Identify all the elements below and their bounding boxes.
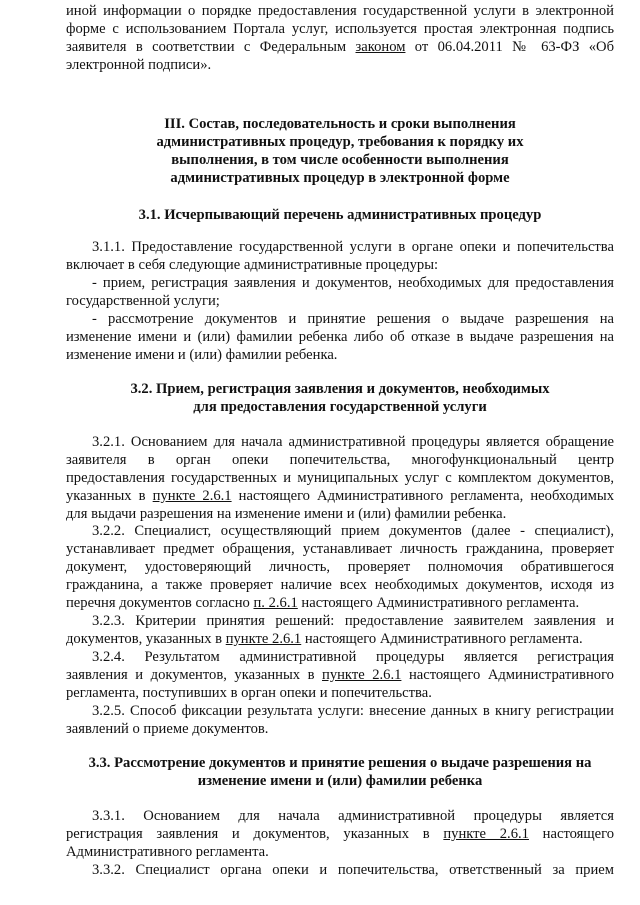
clause-2-6-1-link[interactable]: пункте 2.6.1 (152, 488, 232, 504)
section-3-2-heading-line-2: для предоставления государственной услуги (193, 399, 487, 415)
s32-line-5: для выдачи разрешения на изменение имени и (или) фамилии ребенка. (66, 506, 507, 522)
s31-line-1: 3.1.1. Предоставление государственной услуги в органе опеки и попечительства (92, 239, 614, 255)
s33-line-1: 3.3.1. Основанием для начала административной процедуры является (92, 808, 614, 824)
section-3-3-heading-line-1: 3.3. Рассмотрение документов и принятие решения о выдаче разрешения на (88, 755, 592, 771)
section-3-1-heading: 3.1. Исчерпывающий перечень административных процедур (138, 207, 542, 223)
section-3-3-heading-line-2: изменение имени и (или) фамилии ребенка (197, 773, 483, 789)
s32-line-9: гражданина, а также проверяет наличие всех необходимых документов, исходя из (66, 577, 614, 593)
s32-line-4: указанных в пункте 2.6.1 настоящего Административного регламента, необходимых (66, 488, 614, 504)
intro-line-1: иной информации о порядке предоставления государственной услуги в электронной (66, 3, 614, 19)
s31-line-3: - прием, регистрация заявления и документов, необходимых для предоставления (92, 275, 614, 291)
intro-line-3: заявителя в соответствии с Федеральным законом от 06.04.2011 № 63-ФЗ «Об (66, 39, 614, 55)
intro-line-4: электронной подписи». (66, 57, 212, 73)
clause-2-6-1-link[interactable]: п. 2.6.1 (253, 595, 298, 611)
s32-line-16: 3.2.5. Способ фиксации результата услуги: внесение данных в книгу регистрации (92, 703, 614, 719)
section-3-2-heading-line-1: 3.2. Прием, регистрация заявления и документов, необходимых (130, 381, 550, 397)
s32-line-8: документ, удостоверяющий личность, проверяет полномочия обратившегося (66, 559, 614, 575)
s32-line-15: регламента, поступивших в орган опеки и попечительства. (66, 685, 432, 701)
s31-line-7: изменение имени и (или) фамилии ребенка. (66, 347, 338, 363)
s32-line-14: заявления и документов, указанных в пункте 2.6.1 настоящего Административного (66, 667, 614, 683)
section-3-title-line-1: III. Состав, последовательность и сроки выполнения (164, 116, 516, 132)
s32-line-12: документов, указанных в пункте 2.6.1 настоящего Административного регламента. (66, 631, 583, 647)
s31-line-5: - рассмотрение документов и принятие решения о выдаче разрешения на (92, 311, 614, 327)
s32-line-3: предоставления государственных и муниципальных услуг с комплектом документов, (66, 470, 614, 486)
section-3-title-line-2: административных процедур, требования к порядку их (156, 134, 524, 150)
s33-line-3: Административного регламента. (66, 844, 269, 860)
s32-line-17: заявлений о приеме документов. (66, 721, 269, 737)
s33-line-4: 3.3.2. Специалист органа опеки и попечительства, ответственный за прием (92, 862, 614, 878)
intro-line-2: форме с использованием Портала услуг, используется простая электронная подпись (66, 21, 614, 37)
s32-line-13: 3.2.4. Результатом административной процедуры является регистрация (92, 649, 614, 665)
section-3-title-line-4: административных процедур в электронной форме (170, 170, 510, 186)
s31-line-6: изменение имени и (или) фамилии ребенка либо об отказе в выдаче разрешения на (66, 329, 614, 345)
clause-2-6-1-link[interactable]: пункте 2.6.1 (322, 667, 402, 683)
s32-line-6: 3.2.2. Специалист, осуществляющий прием документов (далее - специалист), (92, 523, 614, 539)
s31-line-4: государственной услуги; (66, 293, 220, 309)
s31-line-2: включает в себя следующие административные процедуры: (66, 257, 439, 273)
section-3-title-line-3: выполнения, в том числе особенности выполнения (171, 152, 509, 168)
s32-line-2: заявителя в орган опеки попечительства, многофункциональный центр (66, 452, 614, 468)
s33-line-2: регистрация заявления и документов, указанных в пункте 2.6.1 настоящего (66, 826, 614, 842)
clause-2-6-1-link[interactable]: пункте 2.6.1 (443, 826, 529, 842)
s32-line-1: 3.2.1. Основанием для начала административной процедуры является обращение (92, 434, 614, 450)
s32-line-11: 3.2.3. Критерии принятия решений: предоставление заявителем заявления и (92, 613, 614, 629)
federal-law-link[interactable]: законом (355, 39, 406, 55)
s32-line-7: устанавливает предмет обращения, устанавливает личность гражданина, проверяет (66, 541, 614, 557)
clause-2-6-1-link[interactable]: пункте 2.6.1 (225, 631, 302, 647)
s32-line-10: перечня документов согласно п. 2.6.1 настоящего Административного регламента. (66, 595, 580, 611)
